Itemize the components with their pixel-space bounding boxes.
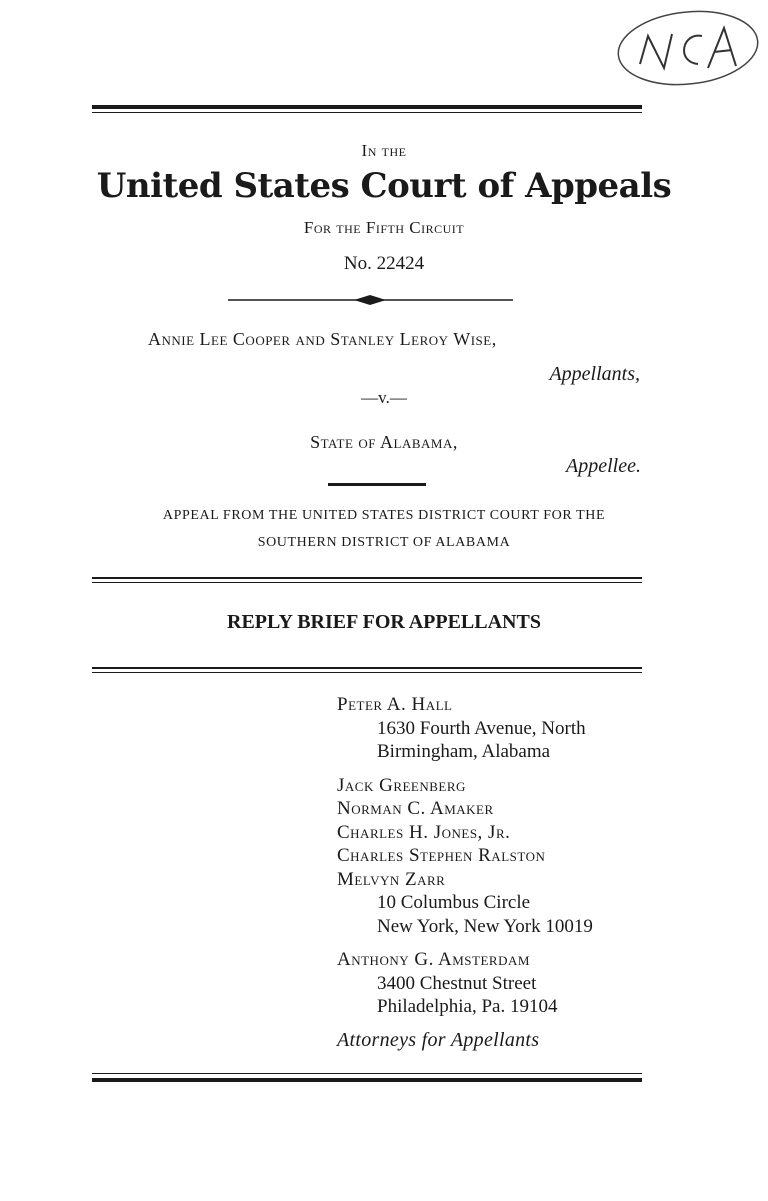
title-rule-top-2 xyxy=(92,582,642,583)
attorney-address: Philadelphia, Pa. 19104 xyxy=(377,996,558,1017)
attorneys-role: Attorneys for Appellants xyxy=(337,1028,540,1051)
title-rule-bottom-2 xyxy=(92,672,642,673)
appeal-line-2: SOUTHERN DISTRICT OF ALABAMA xyxy=(257,535,511,550)
attorney-address: 10 Columbus Circle xyxy=(377,892,531,913)
attorney-name: Norman C. Amaker xyxy=(337,798,494,819)
short-divider xyxy=(328,483,426,486)
attorney-address: New York, New York 10019 xyxy=(377,915,593,937)
title-rule-bottom-1 xyxy=(92,667,642,669)
attorney-address: 1630 Fourth Avenue, North xyxy=(377,717,586,739)
appellee-role: Appellee. xyxy=(566,455,641,477)
attorney-name: Peter A. Hall xyxy=(337,694,453,715)
attorney-name: Melvyn Zarr xyxy=(337,868,446,890)
court-name: United States Court of Appeals xyxy=(96,166,672,206)
attorney-name: Anthony G. Amsterdam xyxy=(337,949,530,970)
title-rule-top-1 xyxy=(92,577,642,579)
circuit-label: For the Fifth Circuit xyxy=(303,218,465,237)
handwritten-stamp xyxy=(612,6,762,90)
ornamental-divider xyxy=(228,292,513,308)
appeal-line-1: APPEAL FROM THE UNITED STATES DISTRICT COURT FOR THE xyxy=(162,508,606,523)
attorneys-block xyxy=(337,693,593,1052)
versus-label: —v.— xyxy=(361,388,407,407)
appellee-name: State of Alabama, xyxy=(310,432,458,452)
in-the-label: In the xyxy=(361,141,407,160)
bottom-rule-thin xyxy=(92,1073,642,1074)
attorney-name: Charles Stephen Ralston xyxy=(337,845,546,866)
attorney-address: Birmingham, Alabama xyxy=(377,741,551,762)
appellants-names: Annie Lee Cooper and Stanley Leroy Wise, xyxy=(148,329,497,349)
attorney-name: Jack Greenberg xyxy=(337,774,466,796)
attorney-address: 3400 Chestnut Street xyxy=(377,972,537,994)
top-rule-thin xyxy=(92,112,642,113)
bottom-rule-thick xyxy=(92,1078,642,1082)
appellants-role: Appellants, xyxy=(549,363,640,385)
top-rule-thick xyxy=(92,105,642,109)
attorney-name: Charles H. Jones, Jr. xyxy=(337,821,511,843)
docket-number: No. 22424 xyxy=(343,253,425,274)
brief-title: REPLY BRIEF FOR APPELLANTS xyxy=(227,611,541,633)
